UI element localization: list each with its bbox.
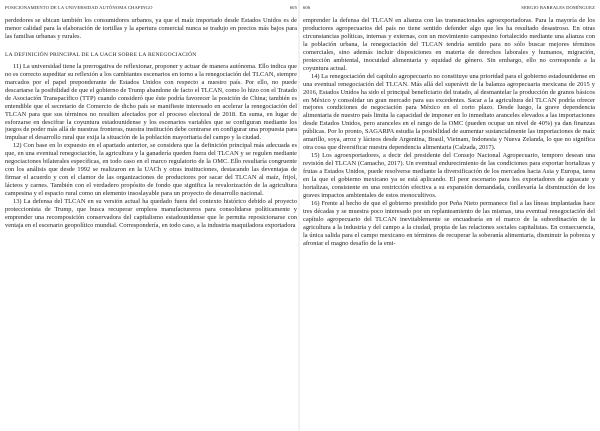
left-page [5, 4, 297, 429]
right-page [303, 4, 595, 429]
paragraph-13: 13) La defensa del TLCAN en su versión actual ha quedado fuera del contexto histórico debido al proyecto proteccionista de Trump, que busca recuperar empleos manufactureros para consolidarse políticamente y emprender una recomposición conservadora del capitalismo estadounidense que le permita reposicionarse con ventaja en el escenario geopolítico mundial. Correspondería, en todo caso, a la industria maquiladora exportadora [5, 198, 297, 229]
paragraph-14: 14) La renegociación del capítulo agropecuario no constituye una prioridad para el gobierno estadounidense en una eventual renegociación del TLCAN. Más allá del superávit de la balanza agropecuaria mexicana de 2015 y 2016, Estados Unidos ha sido el principal beneficiario del tratado, al desmantelar la producción de granos básicos en México y consolidar un gran mercado para sus excedentes. Sacar a la agricultura del TLCAN podría ofrecer mejores condiciones de negociación para México en el corto plazo. Desde luego, la grave dependencia alimentaria de nuestro país limita la capacidad de imponer en lo inmediato aranceles elevados a las importaciones desde Estados Unidos, pero aranceles en el rango de la OMC (pueden ocupar un nivel de 40%) ya dan finanzas públicas. Por lo pronto, SAGARPA estudia la posibilidad de aumentar sustancialmente las importaciones de maíz amarillo, soya, arroz y lácteos desde Argentina, Brasil, Vietnam, Indonesia y Nueva Zelanda, lo que no significa otra cosa que diversificar nuestra dependencia alimentaria (Calzada, 2017). [303, 72, 595, 152]
paragraph-11: 11) La universidad tiene la prerrogativa de reflexionar, proponer y actuar de manera autónoma. Ello indica que no es correcto supeditar su reflexión a los cambiantes escenarios en torno a la renegociación del TLCAN, siempre marcados por el papel preponderante de Estados Unidos con respecto a nuestro país. Por ello, no puede descartarse la posibilidad de que el gobierno de Trump abandone de facto el TLCAN, como lo hizo con el Tratado de Asociación Transpacífico (TTP) cuando consideró que éste podría favorecer la posición de China; también es entendible que el secretario de Comercio de dicho país se manifieste interesado en acelerar la renegociación del TLCAN para que sus términos no resulten afectados por el proceso electoral de 2018. En suma, en lugar de esforzarse en descifrar la coyuntura estadounidense y los escenarios variables que se configuran mediante los juegos de poder más allá de nuestras fronteras, nuestra institución debe centrarse en configurar una propuesta para impulsar el desarrollo rural que exija la situación de la población mayoritaria del campo y la ciudad. [5, 62, 297, 142]
left-running-header [5, 4, 297, 12]
right-running-head-author: SERGIO BARRALES DOMÍNGUEZ [521, 5, 595, 10]
right-page-number: 606 [303, 5, 311, 10]
paragraph-15: 15) Los agroexportadores, a decir del presidente del Consejo Nacional Agropecuario, temporo desean una revisión del TLCAN (Camacho, 2017). Un eventual endurecimiento de las condiciones para exportar hortalizas y frutas a Estados Unidos, puede resolverse mediante la diversificación de los mercados hacia Asia y Europa, tarea en la que el gobierno mexicano ya se está aplicando. El peor escenario para los exportadores de aguacate y hortalizas, consistente en una restricción efectiva a su expansión demandada, conllevaría la disminución de los graves impactos ambientales de estos monocultivos. [303, 152, 595, 199]
left-page-number: 605 [289, 5, 297, 10]
paragraph-16: 16) Frente al hecho de que el gobierno presidido por Peña Nieto permanece fiel a las líneas implantadas hace tres décadas y se muestra poco interesado por un replanteamiento de las mismas, una eventual renegociación del capítulo agropecuario del TLCAN inevitablemente se encuadraría en el marco de la subordinación de la agricultura a la industria y del campo a la ciudad, propia de las relaciones sociales capitalistas. En consecuencia, la única salida para el campo mexicano en términos de recuperar la soberanía alimentaria, disminuir la pobreza y afrontar el magno desafío de la emi- [303, 199, 595, 247]
left-opening-paragraph: perdedores se ubican también los consumidores urbanos, ya que el maíz importado desde Estados Unidos es de menor calidad para la elaboración de tortillas y la apertura comercial nunca se tradujo en precios más bajos para las familias urbanas y rurales. [5, 17, 297, 40]
section-heading: LA DEFINICIÓN PRINCIPAL DE LA UACH SOBRE LA RENEGOCIACIÓN [5, 51, 197, 58]
book-gutter [298, 0, 300, 431]
right-running-header [303, 4, 595, 12]
paragraph-12: 12) Con base en lo expuesto en el apartado anterior, se considera que la definición principal más adecuada es que, en una eventual renegociación, la agricultura y la ganadería queden fuera del TLCAN y se regulen mediante negociaciones bilaterales específicas, en todo caso en el marco regulatorio de la OMC. Ello resultaría congruente con los análisis que desde 1992 se realizaron en la UACh y otras instituciones, destacando las deventajas de firmar el acuerdo y con el clamor de las organizaciones de productores por sacar del TLCAN al maíz, frijol, lácteos y carnes. También con el verdadero propósito de fondo que significa la revalorización de la agricultura campesina y el espacio rural como un elemento insoslayable para un proyecto de desarrollo nacional. [5, 142, 297, 198]
right-opening-paragraph: emprender la defensa del TLCAN en alianza con las transnacionales agroexportadoras. Para la mayoría de los productores agropecuarios del país no tiene sentido defender algo que les ha resultado desastroso. En otras circunstancias políticas, internas y externas, con un movimiento campesino fortalecido mediante una alianza con la población urbana, la renegociación del TLCAN tendría sentido para no sólo buscar mejores términos comerciales, sino además incluir disposiciones en materia de derechos laborales y humanos, migración, protección ambiental, inocuidad alimentaria y equidad de género. Sin embargo, ello no corresponde a la coyuntura actual. [303, 17, 595, 72]
left-running-head-title: POSICIONAMIENTO DE LA UNIVERSIDAD AUTÓNOMA CHAPINGO [5, 5, 153, 10]
